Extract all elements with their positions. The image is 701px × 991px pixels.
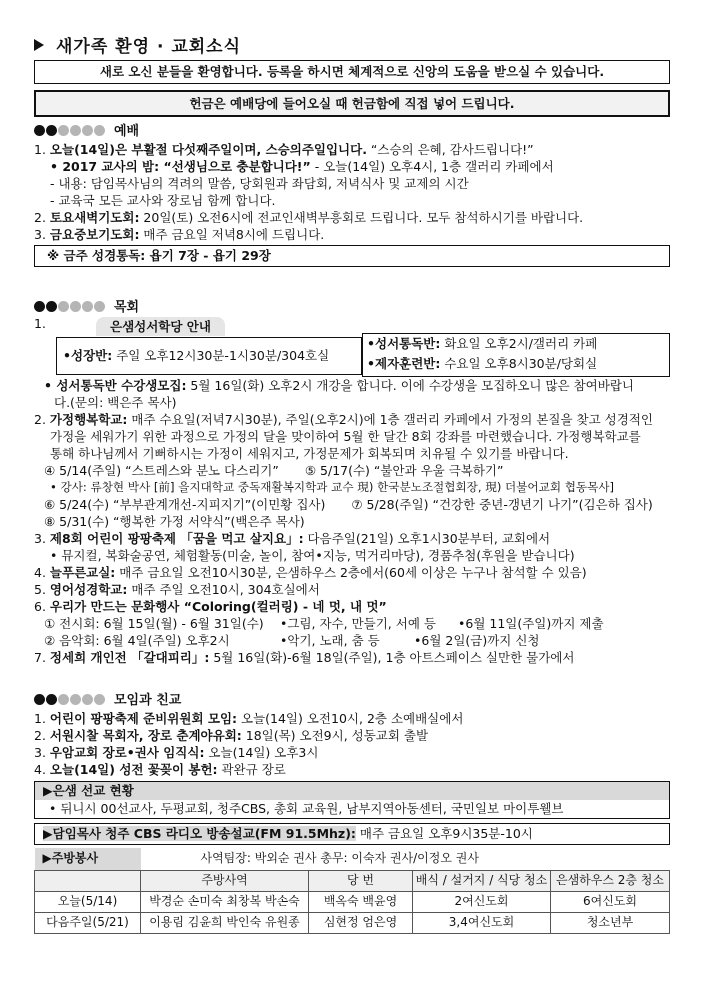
reading-discipleship-classes: •성서통독반: 화요일 오후2시/갤러리 카페 •제자훈련반: 수요일 오후8시30분/당회실 [362,333,670,377]
section-dots-icon [34,124,106,142]
table-row: 다음주일(5/21) 이용림 김윤희 박인숙 유원종 심현정 엄은영 3,4여신도회 청소년부 [35,912,670,933]
growth-class: •성장반: 주일 오후12시30분-1시30분/304호실 [56,337,362,375]
gathering-item-1: 1. 어린이 팡팡축제 준비위원회 모임: 오늘(14일) 오전10시, 2층 소예배실에서 [34,711,464,726]
table-header-cell: 배식 / 설거지 / 식당 청소 [413,870,551,891]
table-header-cell [35,870,141,891]
section-heading-worship: 예배 [34,123,670,141]
gathering-item-3: 3. 우암교회 장로•권사 임직식: 오늘(14일) 오후3시 [34,745,319,760]
welcome-banner: 새로 오신 분들을 환영합니다. 등록을 하시면 체계적으로 신앙의 도움을 받으실 수 있습니다. [34,60,670,84]
coloring-exhibition: ① 전시회: 6월 15일(월) - 6월 31일(수) •그림, 자수, 만들기, 서예 등 •6월 11일(주일)까지 제출 [44,616,604,631]
recruit-notice: • 성서통독반 수강생모집: 5월 16일(화) 오후2시 개강을 합니다. 이에 수강생을 모집하오니 많은 참여바랍니 [44,378,634,393]
page-title: 새가족 환영 · 교회소식 [34,34,670,60]
family-session-row-1: ④ 5/14(주일) “스트레스와 분노 다스리기” ⑤ 5/17(수) “불안과 우울 극복하기” [44,463,504,478]
radio-sermon-time: 매주 금요일 오후9시35분-10시 [355,826,533,841]
ministry-item-5: 5. 영어성경학교: 매주 주일 오전10시, 304호실에서 [34,582,320,597]
family-school-line-2: 가정을 세워가기 위한 과정으로 가정의 달을 맞이하여 5월 한 달간 8회 강좌를 마련했습니다. 가정행복학교를 [50,429,641,444]
festival-details: • 뮤지컬, 복화술공연, 체험활동(미술, 놀이, 참여•지능, 먹거리마당), 경품추첨(후원을 받습니다) [50,548,575,563]
table-header-cell: 주방사역 [141,870,309,891]
kitchen-service-leaders: 사역팀장: 박외순 권사 총무: 이숙자 권사/이정오 권사 [141,848,670,870]
bible-school-title: 은샘성서학당 안내 [96,317,225,336]
ministry-item-6: 6. 우리가 만드는 문화행사 “Coloring(컬러링) - 네 멋, 내 멋” [34,599,387,614]
gathering-item-2: 2. 서원시찰 목회자, 장로 춘계야유회: 18일(목) 오전9시, 성동교회 출발 [34,728,429,743]
gathering-item-4: 4. 오늘(14일) 성전 꽃꽂이 봉헌: 곽완규 장로 [34,762,286,777]
family-school-line-3: 통해 하나님께서 기뻐하시는 가정이 세워지고, 가정문제가 회복되며 치유될 수 있기를 바랍니다. [50,446,569,461]
bible-reading-box: ※ 금주 성경통독: 욥기 7장 - 욥기 29장 [34,245,670,267]
section-dots-icon [34,693,106,711]
ministry-item-1-number: 1. [34,316,46,331]
ministry-item-7: 7. 정세희 개인전 「갈대피리」: 5월 16일(화)-6월 18일(주일), 1층 아트스페이스 실만한 물가에서 [34,650,575,665]
kitchen-service-label: ▶주방봉사 [35,848,141,870]
bible-school-box [56,319,670,377]
worship-item-1: 1. 오늘(14일)은 부활절 다섯째주일이며, 스승의주일입니다. “스승의 은혜, 감사드립니다!” [34,142,534,157]
mission-status-text: • 뒤니시 00선교사, 두평교회, 청주CBS, 총회 교육원, 남부지역아동센터, 국민일보 마이투웰브 [49,801,564,816]
family-session-row-2: ⑥ 5/24(수) “부부관계개선-지피지기”(이민황 집사) ⑦ 5/28(주일) “건강한 중년-갱년기 나기”(김은하 집사) [44,497,653,512]
family-lecturer: • 강사: 류창현 박사 [前] 을지대학교 중독재활복지학과 교수 現) 한국분노조절협회장, 現) 더불어교회 협동목사] [50,480,615,494]
family-session-row-3: ⑧ 5/31(수) “행복한 가정 서약식”(백은주 목사) [44,514,305,529]
table-header-cell: 은샘하우스 2층 청소 [551,870,670,891]
kitchen-service-table [34,848,670,934]
section-heading-ministry: 목회 [34,299,670,317]
table-header-cell: 당 번 [309,870,413,891]
worship-item-3: 3. 금요중보기도회: 매주 금요일 저녁8시에 드립니다. [34,227,325,242]
coloring-concert: ② 음악회: 6월 4일(주일) 오후2시 •악기, 노래, 춤 등 •6월 2일(금)까지 신청 [44,633,540,648]
worship-item-content: - 내용: 담임목사님의 격려의 말씀, 당회원과 좌담회, 저녁식사 및 교제의 시간 [50,176,469,191]
family-school-line-1: 2. 가정행복학교: 매주 수요일(저녁7시30분), 주일(오후2시)에 1층 갤러리 카페에서 가정의 본질을 찾고 성경적인 [34,412,653,427]
bulletin-page [34,34,670,934]
worship-item-teachers-night: • 2017 교사의 밤: “선생님으로 충분합니다!” - 오늘(14일) 오후4시, 1층 갤러리 카페에서 [50,159,554,174]
ministry-item-3: 3. 제8회 어린이 팡팡축제 「꿈을 먹고 살지요」: 다음주일(21일) 오후1시30분부터, 교회에서 [34,531,551,546]
recruit-notice-cont: 다.(문의: 백은주 목사) [54,395,177,410]
radio-sermon-label: ▶담임목사 청주 CBS 라디오 방송설교(FM 91.5Mhz): [43,826,356,841]
table-row: 오늘(5/14) 박경순 손미숙 최창복 박손숙 백옥숙 백윤영 2여신도회 6여신도회 [35,891,670,912]
section-heading-gathering: 모임과 친교 [34,692,670,710]
mission-status-box [34,781,670,819]
ministry-item-4: 4. 늘푸른교실: 매주 금요일 오전10시30분, 은샘하우스 2층에서(60세 이상은 누구나 참석할 수 있음) [34,565,587,580]
worship-item-attendees: - 교육국 모든 교사와 장로님 함께 합니다. [50,193,276,208]
triangle-bullet-icon [34,39,44,51]
offering-banner: 헌금은 예배당에 들어오실 때 헌금함에 직접 넣어 드립니다. [34,90,670,117]
worship-item-2: 2. 토요새벽기도회: 20일(토) 오전6시에 전교인새벽부흥회로 드립니다. 모두 참석하시기를 바랍니다. [34,210,584,225]
mission-status-label: ▶은샘 선교 현황 [35,782,669,800]
radio-sermon-box [34,823,670,845]
